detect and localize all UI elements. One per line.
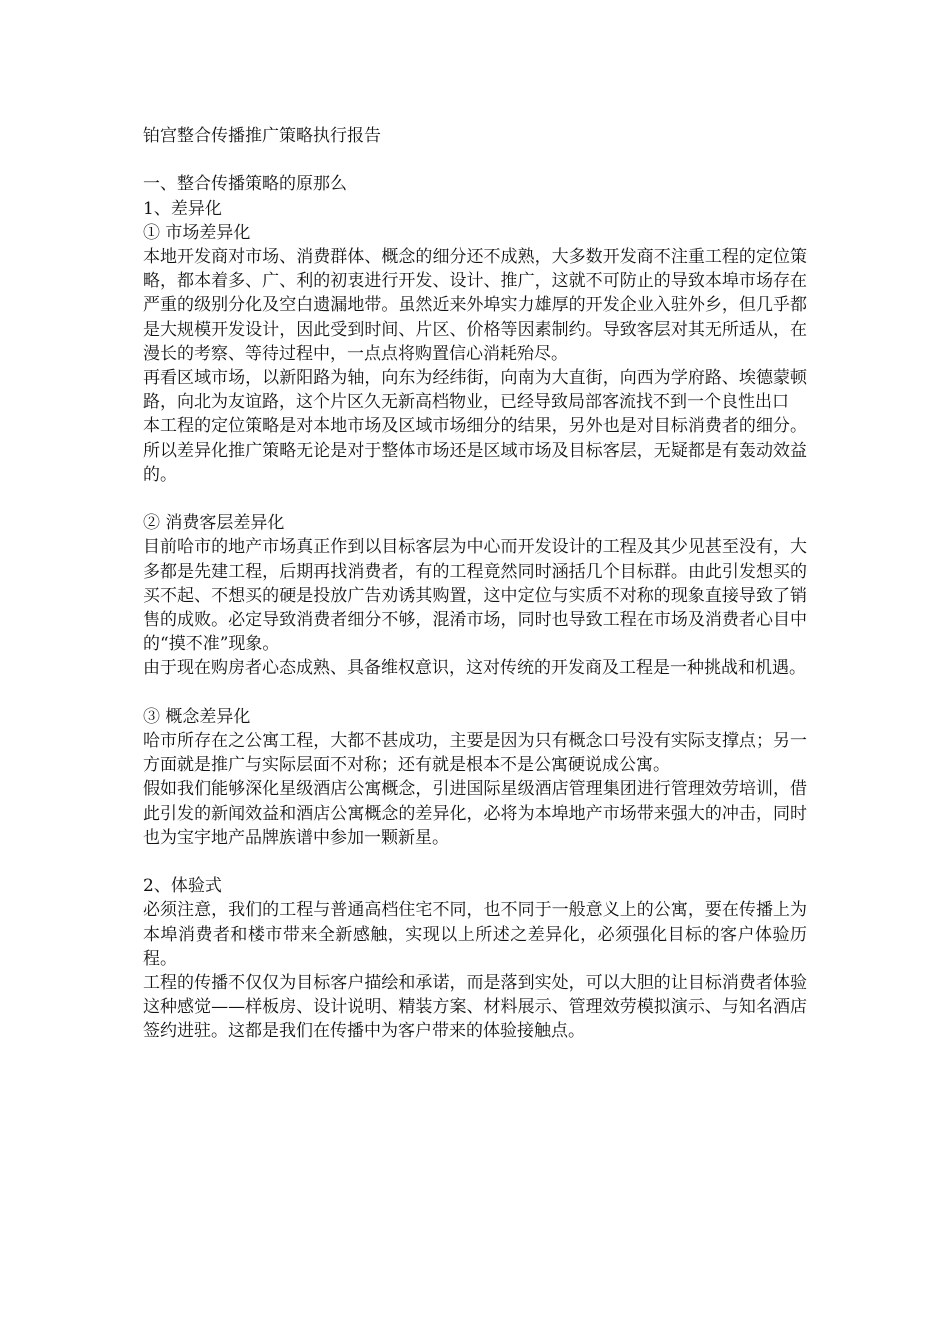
paragraph: 再看区域市场，以新阳路为轴，向东为经纬街，向南为大直街，向西为学府路、埃德蒙顿路，向北为友谊路，这个片区久无新高档物业，已经导致局部客流找不到一个良性出口	[143, 368, 807, 413]
section-heading: 一、整合传播策略的原那么	[143, 174, 347, 195]
paragraph: 本工程的定位策略是对本地市场及区域市场细分的结果，另外也是对目标消费者的细分。所以差异化推广策略无论是对于整体市场还是区域市场及目标客层，无疑都是有轰动效益的。	[143, 416, 807, 485]
subsection-heading: 2、体验式	[143, 876, 222, 897]
paragraph: 由于现在购房者心态成熟、具备维权意识，这对传统的开发商及工程是一种挑战和机遇。	[143, 658, 806, 679]
subsection-heading: 1、差异化	[143, 198, 222, 219]
spacer	[143, 681, 807, 705]
item-heading: ② 消费客层差异化	[143, 513, 285, 534]
paragraph: 目前哈市的地产市场真正作到以目标客层为中心而开发设计的工程及其少见甚至没有，大多都是先建工程，后期再找消费者，有的工程竟然同时涵括几个目标群。由此引发想买的买不起、不想买的硬是投放广告劝诱其购置，这中定位与实质不对称的现象直接导致了销售的成败。必定导致消费者细分不够，混淆市场，同时也导致工程在市场及消费者心目中的“摸不准”现象。	[143, 537, 807, 655]
paragraph: 本地开发商对市场、消费群体、概念的细分还不成熟，大多数开发商不注重工程的定位策略，都本着多、广、利的初衷进行开发、设计、推广，这就不可防止的导致本埠市场存在严重的级别分化及空白遗漏地带。虽然近来外埠实力雄厚的开发企业入驻外乡，但几乎都是大规模开发设计，因此受到时间、片区、价格等因素制约。导致客层对其无所适从，在漫长的考察、等待过程中，一点点将购置信心消耗殆尽。	[143, 247, 807, 364]
paragraph: 哈市所存在之公寓工程，大都不甚成功，主要是因为只有概念口号没有实际支撑点；另一方面就是推广与实际层面不对称；还有就是根本不是公寓硬说成公寓。	[143, 731, 807, 776]
document-page	[143, 124, 807, 1044]
item-heading: ① 市场差异化	[143, 222, 251, 243]
spacer	[143, 850, 807, 874]
spacer	[143, 148, 807, 172]
spacer	[143, 487, 807, 511]
paragraph: 假如我们能够深化星级酒店公寓概念，引进国际星级酒店管理集团进行管理效劳培训，借此引发的新闻效益和酒店公寓概念的差异化，必将为本埠地产市场带来强大的冲击，同时也为宝宇地产品牌族谱中参加一颗新星。	[143, 779, 807, 848]
item-heading: ③ 概念差异化	[143, 706, 251, 727]
document-title: 铂宫整合传播推广策略执行报告	[143, 126, 381, 146]
paragraph: 必须注意，我们的工程与普通高档住宅不同，也不同于一般意义上的公寓，要在传播上为本埠消费者和楼市带来全新感触，实现以上所述之差异化，必须强化目标的客户体验历程。	[143, 900, 807, 969]
paragraph: 工程的传播不仅仅为目标客户描绘和承诺，而是落到实处，可以大胆的让目标消费者体验这种感觉——样板房、设计说明、精装方案、材料展示、管理效劳模拟演示、与知名酒店签约进驻。这都是我们在传播中为客户带来的体验接触点。	[143, 973, 807, 1042]
